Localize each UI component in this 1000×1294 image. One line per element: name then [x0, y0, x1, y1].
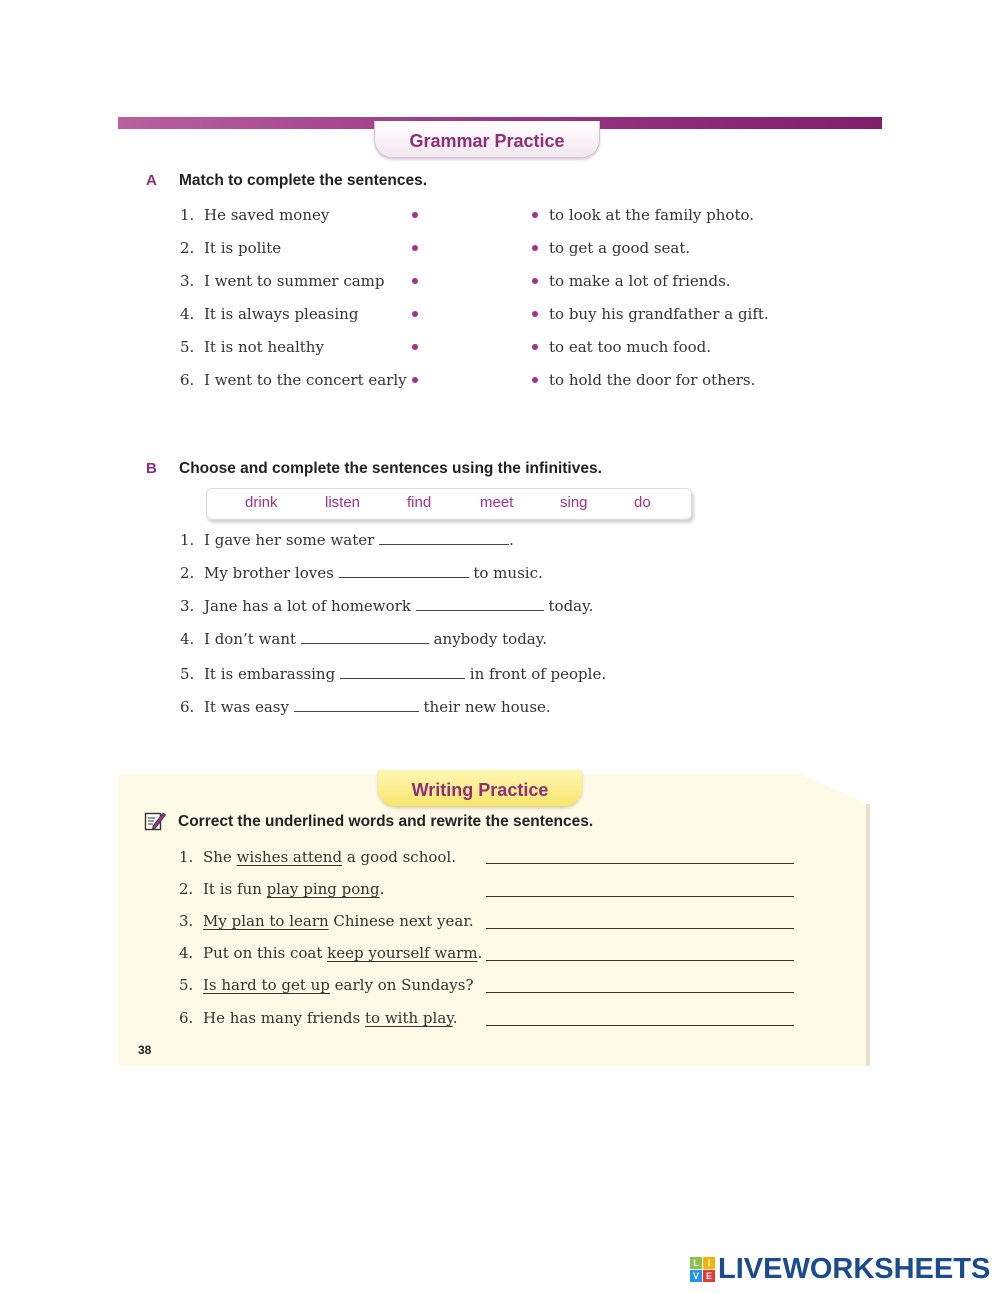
answer-line[interactable]: [486, 1025, 794, 1026]
match-left-item: 5. It is not healthy: [180, 338, 324, 356]
fill-sentence: 3. Jane has a lot of homework today.: [180, 597, 594, 615]
logo-letter: L: [690, 1257, 702, 1269]
fill-blank[interactable]: [379, 530, 509, 545]
word-bank-item: drink: [245, 494, 278, 511]
word-bank-item: find: [407, 494, 432, 511]
logo-letter: V: [690, 1270, 702, 1282]
answer-line[interactable]: [486, 863, 794, 864]
match-right-item: to make a lot of friends.: [549, 272, 731, 290]
rewrite-sentence: 2. It is fun play ping pong.: [179, 880, 385, 898]
match-right-item: to hold the door for others.: [549, 371, 756, 389]
fill-sentence: 6. It was easy their new house.: [180, 698, 551, 716]
rewrite-sentence: 4. Put on this coat keep yourself warm.: [179, 944, 483, 962]
fill-sentence: 4. I don’t want anybody today.: [180, 630, 548, 648]
fill-sentence: 5. It is embarassing in front of people.: [180, 665, 607, 683]
answer-line[interactable]: [486, 928, 794, 929]
match-right-dot[interactable]: [532, 278, 538, 284]
match-left-dot[interactable]: [412, 278, 418, 284]
match-left-item: 1. He saved money: [180, 206, 330, 224]
match-left-dot[interactable]: [412, 377, 418, 383]
match-left-dot[interactable]: [412, 311, 418, 317]
match-left-item: 4. It is always pleasing: [180, 305, 359, 323]
section-a-letter: A: [146, 172, 157, 189]
writing-instruction: Correct the underlined words and rewrite the sentences.: [178, 813, 594, 830]
fill-blank[interactable]: [416, 596, 544, 611]
word-bank-item: meet: [480, 494, 514, 511]
match-right-dot[interactable]: [532, 377, 538, 383]
match-right-dot[interactable]: [532, 245, 538, 251]
match-right-dot[interactable]: [532, 311, 538, 317]
match-right-item: to get a good seat.: [549, 239, 691, 257]
answer-line[interactable]: [486, 960, 794, 961]
match-left-item: 3. I went to summer camp: [180, 272, 385, 290]
fill-blank[interactable]: [294, 697, 419, 712]
rewrite-sentence: 1. She wishes attend a good school.: [179, 848, 456, 866]
section-b-letter: B: [146, 460, 157, 477]
fill-blank[interactable]: [301, 629, 429, 644]
answer-line[interactable]: [486, 896, 794, 897]
grammar-practice-title: Grammar Practice: [374, 121, 600, 158]
section-a-instruction: Match to complete the sentences.: [179, 172, 428, 189]
logo-icon: [690, 1257, 715, 1282]
writing-panel-edge: [866, 804, 870, 1066]
match-left-dot[interactable]: [412, 245, 418, 251]
match-left-dot[interactable]: [412, 212, 418, 218]
answer-line[interactable]: [486, 992, 794, 993]
logo-letter: E: [703, 1270, 715, 1282]
match-left-item: 6. I went to the concert early: [180, 371, 407, 389]
fill-sentence: 1. I gave her some water .: [180, 531, 514, 549]
fill-blank[interactable]: [340, 664, 465, 679]
word-bank-item: listen: [325, 494, 361, 511]
word-bank-item: do: [634, 494, 651, 511]
logo-letter: I: [703, 1257, 715, 1269]
logo-text: LIVEWORKSHEETS: [718, 1252, 991, 1285]
word-bank-item: sing: [560, 494, 588, 511]
rewrite-sentence: 6. He has many friends to with play.: [179, 1009, 458, 1027]
fill-blank[interactable]: [339, 563, 469, 578]
fill-sentence: 2. My brother loves to music.: [180, 564, 543, 582]
match-right-dot[interactable]: [532, 344, 538, 350]
pencil-icon: [144, 810, 166, 832]
writing-practice-title: Writing Practice: [378, 770, 582, 806]
liveworksheets-logo: [690, 1254, 990, 1284]
word-bank: [206, 488, 692, 520]
match-left-item: 2. It is polite: [180, 239, 282, 257]
match-right-item: to look at the family photo.: [549, 206, 755, 224]
rewrite-sentence: 5. Is hard to get up early on Sundays?: [179, 976, 474, 994]
match-right-dot[interactable]: [532, 212, 538, 218]
page-number: 38: [138, 1043, 152, 1057]
rewrite-sentence: 3. My plan to learn Chinese next year.: [179, 912, 474, 930]
match-right-item: to buy his grandfather a gift.: [549, 305, 769, 323]
match-left-dot[interactable]: [412, 344, 418, 350]
section-b-instruction: Choose and complete the sentences using the infinitives.: [179, 460, 602, 477]
match-right-item: to eat too much food.: [549, 338, 711, 356]
